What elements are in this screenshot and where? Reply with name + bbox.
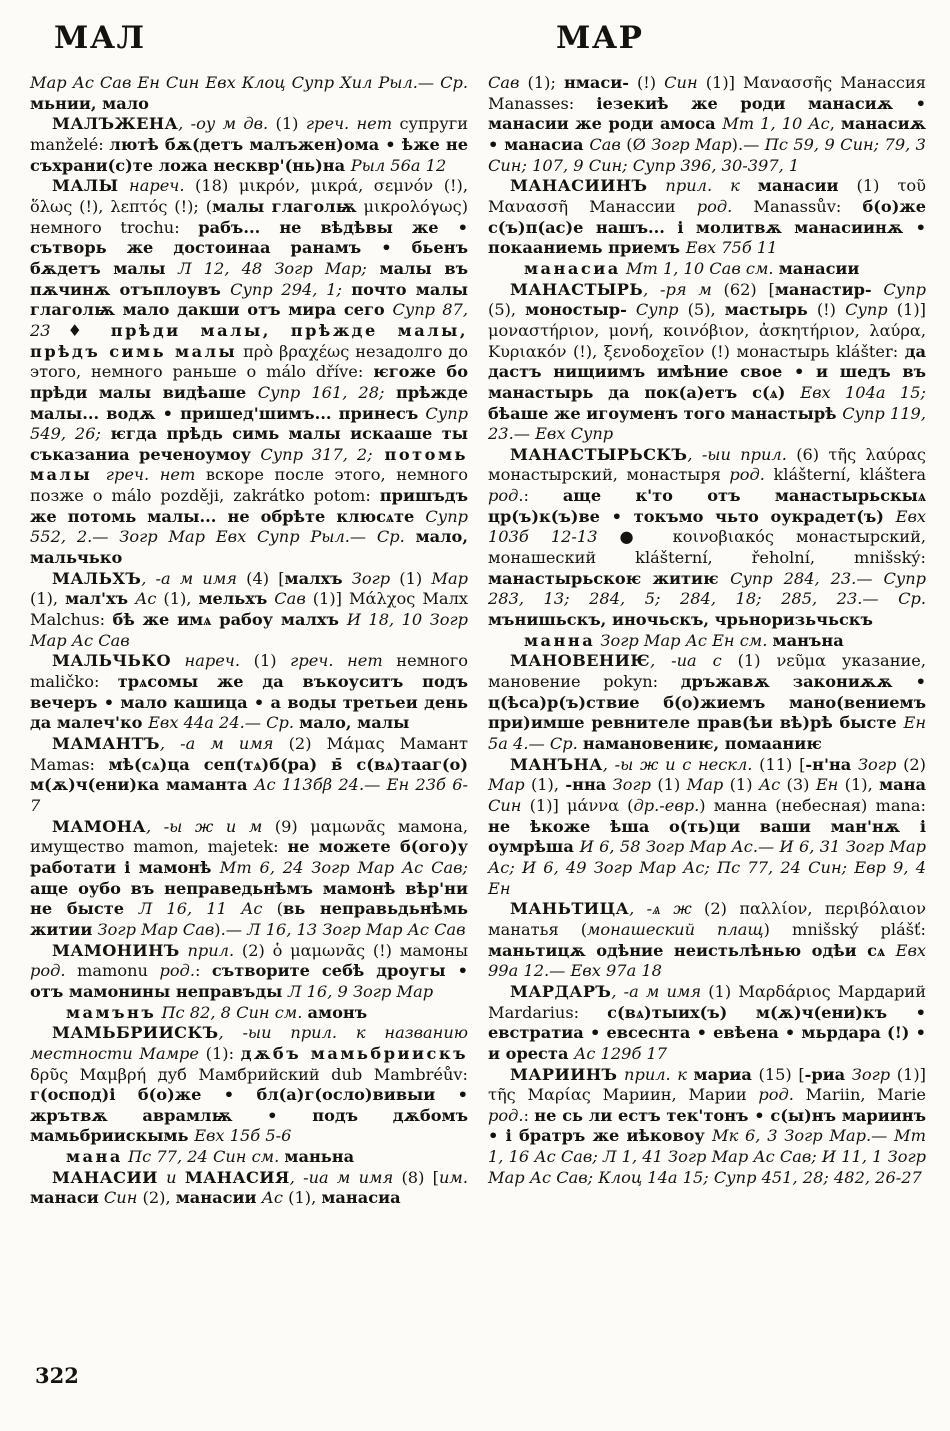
text-segment: рабъ... не вѣдѣвы же • сътворь же достоинаа ранамъ • бьенъ бѫдетъ малы bbox=[30, 217, 469, 278]
text-segment: (!) bbox=[628, 73, 665, 92]
text-segment: Мар Ас Сав Ен Син Евх Клоц Супр Хил Рыл.— Ср. bbox=[30, 73, 468, 92]
text-segment: (1), bbox=[524, 775, 566, 795]
text-segment: Ас bbox=[758, 775, 781, 795]
headword: МАМОНИНЪ bbox=[52, 940, 180, 960]
text-segment: и bbox=[157, 1167, 185, 1187]
text-segment: , -иа м имя bbox=[289, 1167, 394, 1187]
text-segment: Зогр bbox=[851, 754, 897, 774]
entry-мамънъ bbox=[30, 1003, 468, 1024]
text-segment: Зогр bbox=[342, 568, 391, 588]
text-segment: Manassův: bbox=[732, 196, 863, 216]
text-segment: Мар bbox=[686, 775, 724, 795]
entry-continuation-манасии bbox=[488, 73, 926, 176]
text-segment: манасии bbox=[778, 258, 860, 278]
text-segment: аще к'то отъ манастырьскыѧ цр(ъ)к(ъ)ве • токъмо чьто оукрадет(ъ) bbox=[488, 486, 926, 526]
headword: МАМАНТЪ bbox=[52, 734, 160, 753]
text-segment: (1)] Μάλχος Малх Malchus: bbox=[30, 589, 468, 630]
text-segment: Евх 103б 12-13 bbox=[488, 506, 926, 547]
text-segment: ) манна (небесная) mana: bbox=[699, 795, 926, 815]
text-segment: (15) [ bbox=[751, 1064, 805, 1084]
headword: МАРИИНЪ bbox=[510, 1064, 618, 1084]
text-segment: малы въ пѫчинѫ отъплоувъ bbox=[30, 258, 468, 299]
entry-мановениѥ bbox=[488, 651, 926, 754]
text-segment: (1), bbox=[156, 589, 199, 609]
text-segment: Супр bbox=[871, 279, 926, 299]
text-segment: (2) Μάμας Мамант Mamas: bbox=[30, 734, 468, 774]
text-segment: манна bbox=[524, 630, 596, 650]
text-segment: Ас 129б 17 bbox=[574, 1043, 668, 1063]
text-segment: (62) [ bbox=[711, 279, 775, 299]
text-segment: род. bbox=[159, 961, 195, 981]
text-segment: δρῦς Μαμβρή дуб Мамбрийский dub Mambréův: bbox=[30, 1064, 468, 1084]
text-segment: , -ыи прил. bbox=[687, 444, 787, 464]
text-segment: род. bbox=[488, 1105, 524, 1125]
text-segment: манастир- bbox=[774, 279, 872, 299]
text-segment: Син bbox=[664, 73, 698, 92]
text-segment: прил. к bbox=[617, 1064, 694, 1084]
text-segment: моностыр- bbox=[525, 300, 627, 320]
text-segment: ѥгда прѣдь симь малы искааше ты съказаниа реченоумоу bbox=[30, 424, 469, 464]
text-segment: не можете б(ого)у работати і мамонѣ bbox=[30, 837, 468, 877]
column-right bbox=[488, 73, 926, 1188]
text-segment: дѫбъ мамьбриискъ bbox=[240, 1043, 468, 1063]
text-segment: (1), bbox=[30, 589, 66, 609]
text-segment: Супр 549, 26; bbox=[30, 403, 468, 444]
text-segment: манасии bbox=[757, 176, 839, 196]
text-segment: греч. нет bbox=[105, 465, 196, 485]
text-segment: трѧсомы же да въкоуситъ подъ вечеръ • мало кашица • а воды третьеи день да малеч'ко bbox=[30, 672, 469, 733]
headword: МАНАСИИНЪ bbox=[510, 176, 648, 196]
entry-мальхъ bbox=[30, 569, 468, 652]
text-segment: мънишьскъ, иночьскъ, чрьноризьчьскъ bbox=[488, 610, 873, 630]
headword: МАНЪНА bbox=[510, 754, 603, 774]
text-segment: Супр bbox=[845, 300, 888, 320]
text-segment: мамънъ bbox=[66, 1002, 157, 1022]
text-segment: Зогр Мар Сав bbox=[92, 919, 215, 939]
text-segment: род. bbox=[696, 196, 733, 216]
headword: МАРДАРЪ bbox=[510, 981, 612, 1001]
text-segment: немного maličko: bbox=[30, 651, 469, 692]
text-segment: греч. нет bbox=[290, 651, 383, 671]
text-segment: Син bbox=[98, 1188, 138, 1208]
text-segment: аще оубо въ неправедьнѣмъ мамонѣ вѣр'ни не бысте bbox=[30, 878, 468, 919]
text-segment: Пс 82, 8 Син см. bbox=[156, 1002, 308, 1022]
text-segment: Мк 6, 3 Зогр Мар.— Мт 1, 16 Ас Сав; Л 1, 41 Зогр Мар Ас Сав; И 11, 1 Зогр Мар Ас Сав; Клоц 14а 15; Супр 451, 28; 482, 26-27 bbox=[488, 1126, 926, 1187]
text-segment: , -ыи прил. к названию местности Мамре bbox=[30, 1023, 468, 1063]
text-segment: : bbox=[194, 961, 212, 981]
text-segment: Сав bbox=[488, 73, 520, 92]
text-segment: почто малы глаголѭ мало дакши отъ мира сего bbox=[30, 279, 468, 320]
text-segment: лютѣ бѫ(детъ малъжен)ома • ѣже не съхрани(с)те ложа несквр'(нь)на bbox=[30, 134, 469, 175]
entry-continuation-мало bbox=[30, 73, 468, 114]
text-segment: (1) νεῦμα указание, мановение pokyn: bbox=[488, 651, 926, 692]
text-segment: (18) μικρόν, μικρά, σεμνόν (!), ὅλως (!), λεπτός (!); ( bbox=[30, 176, 468, 216]
text-segment: : bbox=[523, 1105, 535, 1125]
text-segment: Евх 44а 24.— Ср. bbox=[148, 713, 300, 733]
text-segment: бѣ же имѧ рабоу малхъ bbox=[112, 610, 347, 630]
text-segment: манасиѫ • манасиа bbox=[488, 114, 927, 154]
text-segment: -н'на bbox=[805, 754, 852, 774]
text-segment: (4) [ bbox=[236, 568, 285, 588]
headword: МАНАСТЫРЬ bbox=[510, 279, 644, 299]
text-segment: прил. к bbox=[647, 176, 758, 196]
text-segment: (1)] μάννα ( bbox=[521, 795, 634, 815]
text-segment: Супр 161, 28; bbox=[257, 382, 385, 402]
text-segment: мастырь bbox=[724, 300, 808, 320]
text-segment: манасиа bbox=[321, 1188, 401, 1208]
text-segment: б(о)же с(ъ)п(ас)е нашъ... і молитвѫ манасиинѫ • покааниемь приемъ bbox=[488, 196, 926, 258]
running-head-left: МАЛ bbox=[54, 20, 146, 56]
text-segment: (2) παλλίον, περιβόλαιον манатья ( bbox=[488, 899, 926, 939]
entry-мамона bbox=[30, 817, 468, 941]
text-segment: нмаси- bbox=[563, 73, 629, 92]
text-segment: манасии bbox=[175, 1188, 257, 1208]
entry-манастырьскъ bbox=[488, 445, 926, 631]
text-segment: маньтицѫ одѣние неистьлѣнью одѣи сѧ bbox=[488, 940, 896, 960]
text-segment: вь неправьдьнѣмь житии bbox=[30, 899, 468, 939]
text-segment: Сав bbox=[589, 134, 621, 154]
headword: МАНАСТЫРЬСКЪ bbox=[510, 444, 688, 464]
entry-манна bbox=[488, 631, 926, 652]
text-segment: ● κοινοβιακός монастырский, монашеский klášterní, řeholní, mnišský: bbox=[488, 527, 926, 568]
entry-манастырь bbox=[488, 280, 926, 445]
text-segment: Ас 113бβ 24.— Ен 23б 6-7 bbox=[30, 775, 468, 815]
text-segment: манъна bbox=[772, 630, 844, 650]
text-segment: (!) bbox=[807, 300, 846, 320]
text-segment: : bbox=[523, 486, 563, 506]
entry-малы bbox=[30, 176, 468, 568]
text-segment: πρὸ βραχέως незадолго до этого, немного раньше о málo dříve: bbox=[30, 341, 468, 382]
text-segment: (1) τοῦ Μανασσῆ Манассии bbox=[488, 176, 926, 216]
text-segment: (8) [ bbox=[393, 1167, 439, 1187]
entry-мардаръ bbox=[488, 982, 926, 1065]
text-segment: Супр bbox=[626, 300, 679, 320]
text-segment: (1): bbox=[198, 1043, 241, 1063]
headword: МАНАСИЯ bbox=[184, 1167, 290, 1187]
text-segment: Евх 99а 12.— Евх 97а 18 bbox=[488, 940, 926, 981]
text-segment: (5), bbox=[488, 300, 526, 320]
text-segment: род. bbox=[758, 1085, 794, 1105]
text-segment: (1)] τῆς Μαρίας Мариин, Марии bbox=[488, 1064, 926, 1105]
text-segment: (1)] μοναστήριον, μονή, κοινόβιον, ἀσκητήριον, λαύρα, Κυριακόν (!), ξενοδοχεῖον (!) монастырь klášter: bbox=[488, 300, 926, 361]
text-segment: (1), bbox=[838, 775, 880, 795]
entry-манасии bbox=[30, 1168, 468, 1209]
text-segment: (11) [ bbox=[752, 754, 806, 774]
text-segment: Мар bbox=[431, 568, 468, 588]
text-segment: амонъ bbox=[307, 1002, 368, 1022]
text-segment: Ен 5а 4.— Ср. bbox=[488, 713, 926, 753]
text-segment: малы глаголѭ bbox=[212, 196, 357, 216]
text-segment: малхъ bbox=[284, 568, 343, 588]
text-segment: Супр 119, 23.— Евх Супр bbox=[488, 403, 926, 444]
text-segment: супруги manželé: bbox=[30, 114, 468, 154]
text-segment: Пс 59, 9 Син; 79, 3 Син; 107, 9 Син; Супр 396, 30-397, 1 bbox=[488, 134, 926, 175]
text-segment: , -иа с bbox=[650, 651, 722, 671]
text-segment: Л 16, 9 Зогр Мар bbox=[287, 981, 434, 1001]
text-segment: манаси bbox=[30, 1188, 99, 1208]
text-segment: (9) μαμωνᾶς мамона, имущество mamon, majetek: bbox=[30, 816, 468, 857]
text-segment: μικρολόγως) немного trochu: bbox=[30, 196, 469, 237]
text-segment: И 6, 58 Зогр Мар Ас.— И 6, 31 Зогр Мар Ас; И 6, 49 Зогр Мар Ас; Пс 77, 24 Син; Евр 9, 4 Ен bbox=[488, 837, 927, 898]
text-segment: іезекиѣ же роди манасиѫ • манасии же роди амоса bbox=[488, 93, 926, 134]
text-segment: манастырьскоѥ житиѥ bbox=[488, 568, 731, 588]
text-segment: (1) bbox=[240, 651, 291, 671]
text-segment: (1), bbox=[283, 1188, 322, 1208]
text-segment: мана bbox=[66, 1147, 123, 1167]
text-segment: -риа bbox=[804, 1064, 846, 1084]
text-segment: греч. нет bbox=[305, 114, 393, 134]
text-segment: Mariin, Marie bbox=[793, 1085, 927, 1105]
text-segment: род. bbox=[488, 486, 524, 506]
text-segment: , -а м имя bbox=[611, 981, 702, 1001]
text-segment: (1) bbox=[268, 114, 306, 134]
text-segment: с(вѧ)тыих(ъ) м(ѫ)ч(ени)къ • евстратиа • евсеснта • евѣена • мьрдара (!) • и ореста bbox=[488, 1002, 926, 1063]
headword: МАНАСИИ bbox=[52, 1167, 158, 1187]
text-segment: (5), bbox=[678, 300, 725, 320]
text-segment: прѣжде малы... водѫ • пришед'шимъ... принесъ bbox=[30, 382, 468, 423]
text-segment: мало, малы bbox=[299, 713, 410, 733]
text-segment: , -а м имя bbox=[159, 734, 274, 753]
entry-мамьбриискъ bbox=[30, 1023, 468, 1147]
text-segment: ).— bbox=[731, 134, 765, 154]
text-segment: Зогр Мар Ас Ен см. bbox=[595, 630, 773, 650]
text-segment: ѥгоже бо прѣди малы видѣаше bbox=[30, 362, 468, 402]
text-segment: пришъдъ же потомь малы... не обрѣте клюсѧте bbox=[30, 486, 468, 526]
entry-манасиа bbox=[488, 259, 926, 280]
page-number: 322 bbox=[35, 1363, 79, 1388]
text-segment: потомь малы bbox=[30, 444, 468, 485]
text-segment: , bbox=[829, 114, 841, 134]
text-segment: , -оу м дв. bbox=[178, 114, 269, 134]
headword: МАЛЪЖЕНА bbox=[52, 114, 179, 134]
text-segment: прил. bbox=[179, 940, 235, 960]
text-segment: монашеский плащ bbox=[587, 919, 764, 939]
text-segment: (1) Μαρδάριος Мардарий Mardarius: bbox=[488, 981, 926, 1022]
text-segment: Евх 15б 5-6 bbox=[194, 1126, 292, 1146]
headword: МАЛЬЧЬКО bbox=[52, 651, 171, 671]
text-segment: ) mnišský plášť: bbox=[763, 919, 926, 939]
text-segment: дръжавѫ закониѫѫ • ц(ѣса)р(ъ)ствие б(о)жиемъ мано(вениемъ при)имше ревнителе прав(ѣи вѣ)рѣ бысте bbox=[488, 672, 926, 733]
text-segment: Мт 1, 10 Сав см. bbox=[620, 258, 779, 278]
entry-малъжена bbox=[30, 114, 468, 176]
text-segment: (1)] Μανασσῆς Манассия Manasses: bbox=[488, 73, 926, 113]
text-segment: (2) ὁ μαμωνᾶς (!) мамоны bbox=[234, 940, 469, 960]
entry-мана bbox=[30, 1147, 468, 1168]
running-head-right: МАР bbox=[556, 20, 644, 56]
text-segment: Пс 77, 24 Син см. bbox=[122, 1147, 285, 1167]
text-segment: Ас bbox=[256, 1188, 283, 1208]
headword: МАЛЬХЪ bbox=[52, 568, 142, 588]
text-segment: Л 16, 11 Ас bbox=[138, 899, 263, 919]
text-segment: мал'хъ bbox=[65, 589, 129, 609]
text-segment: Зогр bbox=[845, 1064, 891, 1084]
text-segment: бѣаше же игоуменъ того манастырѣ bbox=[488, 403, 843, 423]
headword: МАНОВЕНИѤ bbox=[510, 651, 651, 671]
text-segment: мана bbox=[879, 775, 926, 795]
text-segment: не сь ли естъ тек'тонъ • с(ы)нъ мариинъ • і братръ же иѣковоу bbox=[488, 1105, 926, 1146]
text-segment: Супр 294, 1; bbox=[230, 279, 342, 299]
text-segment: Сав bbox=[267, 589, 306, 609]
text-segment: (2), bbox=[137, 1188, 176, 1208]
text-segment: мѣ(сѧ)ца сеп(тѧ)б(ра) в̄ с(вѧ)тааг(о) м(ѫ)ч(ени)ка маманта bbox=[30, 754, 468, 795]
text-segment: сътворите себѣ дроугы • отъ мамонины неправъды bbox=[30, 961, 468, 1001]
text-segment: Супр 552, 2.— Зогр Мар Евх Супр Рыл.— Ср. bbox=[30, 506, 468, 547]
text-segment: Мар bbox=[488, 775, 525, 795]
text-segment: Супр 317, 2; bbox=[260, 444, 373, 464]
text-segment: , -ы ж и с нескл. bbox=[602, 754, 753, 774]
text-segment: мельхъ bbox=[198, 589, 268, 609]
text-segment: , -а м имя bbox=[141, 568, 237, 588]
text-segment: , -ря м bbox=[643, 279, 712, 299]
text-segment: И 18, 10 Зогр Мар Ас Сав bbox=[30, 610, 468, 650]
text-segment: (Ø bbox=[620, 134, 652, 154]
text-segment: нареч. bbox=[170, 651, 241, 671]
text-segment: Евх 75б 11 bbox=[685, 238, 778, 258]
text-segment: Зогр bbox=[606, 775, 652, 795]
text-segment: (1); bbox=[519, 73, 564, 92]
text-segment: (3) bbox=[780, 775, 816, 795]
entry-мальчько bbox=[30, 651, 468, 734]
text-segment: Мт 6, 24 Зогр Мар Ас Сав; bbox=[219, 857, 468, 877]
headword: МАМЬБРИИСКЪ bbox=[52, 1023, 219, 1043]
text-segment: (1) bbox=[651, 775, 687, 795]
text-segment: манасиа bbox=[524, 258, 621, 278]
text-segment: мало, мальчько bbox=[30, 527, 468, 568]
text-segment: (2) bbox=[896, 754, 926, 774]
text-segment: Мт 1, 10 Ас bbox=[722, 114, 830, 134]
text-segment: -нна bbox=[565, 775, 607, 795]
text-segment: , -ѧ ж bbox=[629, 899, 692, 919]
text-segment: мьнии, мало bbox=[30, 93, 149, 113]
text-segment: ).— bbox=[214, 919, 248, 939]
text-segment: Ас bbox=[128, 589, 157, 609]
entry-маньтица bbox=[488, 899, 926, 982]
text-segment: mamonu bbox=[65, 961, 160, 981]
entry-манъна bbox=[488, 755, 926, 900]
text-segment: (1) bbox=[723, 775, 759, 795]
entry-мариинъ bbox=[488, 1065, 926, 1189]
headword: МАЛЫ bbox=[52, 176, 119, 196]
text-segment: род. bbox=[30, 961, 66, 981]
text-segment: род. bbox=[729, 465, 765, 485]
text-segment: ♦ bbox=[50, 320, 111, 340]
text-segment: Евх 104а 15; bbox=[800, 382, 926, 402]
text-segment: , -ы ж и м bbox=[146, 816, 263, 836]
text-segment: им. bbox=[439, 1167, 468, 1187]
text-segment: нареч. bbox=[118, 176, 185, 196]
text-segment: намановениѥ, помааниѥ bbox=[582, 734, 822, 753]
text-segment: да дастъ нищиимъ имѣние свое • и шедъ въ манастырь да пок(а)етъ с(ѧ) bbox=[488, 341, 926, 402]
column-left bbox=[30, 73, 468, 1209]
text-segment: Л 12, 48 Зогр Мар; bbox=[178, 258, 367, 278]
text-segment: Син bbox=[488, 795, 522, 815]
text-segment: (1) bbox=[390, 568, 432, 588]
text-segment: Супр 284, 23.— Супр 283, 13; 284, 5; 284, 18; 285, 23.— Ср. bbox=[488, 568, 927, 609]
text-segment: мариа bbox=[693, 1064, 752, 1084]
text-segment: г(оспод)і б(о)же • бл(а)г(осло)вивыи • жрътвѫ аврамлѭ • подъ дѫбомъ мамьбриискымь bbox=[30, 1085, 468, 1146]
text-segment: маньна bbox=[284, 1147, 355, 1167]
headword: МАМОНА bbox=[52, 816, 147, 836]
text-segment: Л 16, 13 Зогр Мар Ас Сав bbox=[247, 919, 466, 939]
entry-мамантъ bbox=[30, 734, 468, 817]
text-segment: не ѣкоже ѣша о(ть)ци ваши ман'нѫ і оумрѣша bbox=[488, 816, 926, 857]
text-segment: ( bbox=[262, 899, 283, 919]
entry-мамонинъ bbox=[30, 941, 468, 1003]
headword: МАНЬТИЦА bbox=[510, 899, 630, 919]
entry-манасиинъ bbox=[488, 176, 926, 259]
text-segment: др.-евр. bbox=[633, 795, 700, 815]
text-segment: Зогр Мар bbox=[651, 134, 732, 154]
text-segment: прѣди малы, прѣжде малы, прѣдъ симь малы bbox=[30, 320, 468, 361]
text-segment: Рыл 56а 12 bbox=[350, 155, 447, 175]
text-segment: Ен bbox=[815, 775, 839, 795]
text-segment: klášterní, kláštera bbox=[764, 465, 926, 485]
text-segment: (6) τῆς λαύρας монастырский, монастыря bbox=[488, 444, 926, 485]
text-segment: вскоре после этого, немного позже о málo později, zakrátko potom: bbox=[30, 465, 469, 506]
text-segment: Супр 87, 23 bbox=[30, 300, 468, 340]
